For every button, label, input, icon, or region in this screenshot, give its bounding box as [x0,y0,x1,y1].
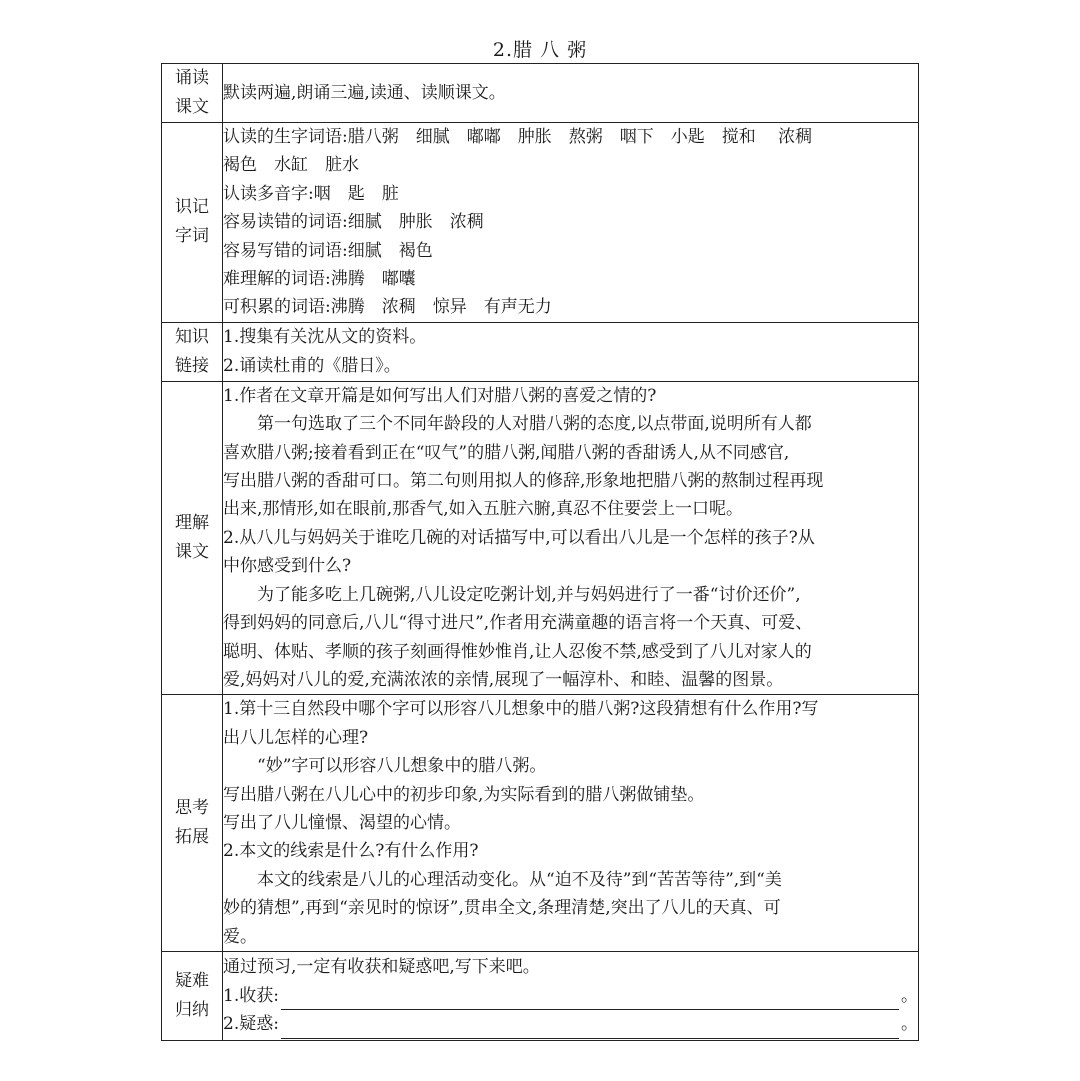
content-line: 第一句选取了三个不同年龄段的人对腊八粥的态度,以点带面,说明所有人都 [223,414,812,435]
content-line: 难理解的词语:沸腾 嘟囔 [223,269,416,290]
row-content-extend [223,695,919,952]
row-content-recite [223,64,919,123]
row-content-doubts [223,951,919,1040]
row-label-doubts: 疑难 归纳 [162,951,223,1040]
content-line: 2.诵读杜甫的《腊日》。 [223,355,401,376]
content-line: 2.从八儿与妈妈关于谁吃几碗的对话描写中,可以看出八儿是一个怎样的孩子?从 [223,527,815,548]
gain-end-mark: 。 [901,985,918,1006]
table-row-understand [162,381,919,694]
doubt-blank-line[interactable] [281,1018,899,1039]
doubt-end-mark: 。 [901,1014,918,1035]
content-line: 中你感受到什么? [223,556,352,577]
table-row-recite [162,64,919,123]
content-line: 写出腊八粥在八儿心中的初步印象,为实际看到的腊八粥做铺垫。 [223,784,705,805]
row-content-words [223,123,919,323]
content-line: 褐色 水缸 脏水 [223,155,359,176]
table-row-knowledge [162,322,919,381]
gain-label: 1.收获: [223,985,279,1006]
row-label-understand: 理解 课文 [162,381,223,694]
content-line: 聪明、体贴、孝顺的孩子刻画得惟妙惟肖,让人忍俊不禁,感受到了八儿对家人的 [223,641,812,662]
content-line: 写出腊八粥的香甜可口。第二句则用拟人的修辞,形象地把腊八粥的熬制过程再现 [223,471,824,492]
doubt-row [223,1010,918,1038]
row-label-recite: 诵读 课文 [162,64,223,123]
content-line: 认读的生字词语:腊八粥 细腻 嘟嘟 肿胀 熬粥 咽下 小匙 搅和 浓稠 [223,127,813,147]
row-content-understand [223,381,919,694]
gain-blank-line[interactable] [281,989,899,1010]
table-row-extend [162,695,919,952]
gain-row [223,982,918,1010]
content-line: 为了能多吃上几碗粥,八儿设定吃粥计划,并与妈妈进行了一番“讨价还价”, [223,584,801,605]
content-line: 1.作者在文章开篇是如何写出人们对腊八粥的喜爱之情的? [223,385,657,406]
content-line: 1.第十三自然段中哪个字可以形容八儿想象中的腊八粥?这段猜想有什么作用?写 [223,699,819,720]
content-line: 妙的猜想”,再到“亲见时的惊讶”,贯串全文,条理清楚,突出了八儿的天真、可 [223,898,781,919]
content-line: 出八儿怎样的心理? [223,727,369,748]
content-line: 容易读错的词语:细腻 肿胀 浓稠 [223,212,484,233]
content-line: 写出了八儿憧憬、渴望的心情。 [223,812,461,833]
table-row-words [162,123,919,323]
content-line: 出来,那情形,如在眼前,那香气,如入五脏六腑,真忍不住要尝上一口呢。 [223,499,744,520]
content-line: 可积累的词语:沸腾 浓稠 惊异 有声无力 [223,297,552,318]
content-line: 喜欢腊八粥;接着看到正在“叹气”的腊八粥,闻腊八粥的香甜诱人,从不同感官, [223,442,790,463]
row-label-extend: 思考 拓展 [162,695,223,952]
content-line: 通过预习,一定有收获和疑惑吧,写下来吧。 [223,957,540,978]
content-line: 1.搜集有关沈从文的资料。 [223,327,427,348]
row-label-knowledge: 知识 链接 [162,322,223,381]
content-line: “妙”字可以形容八儿想象中的腊八粥。 [223,756,547,777]
content-line: 得到妈妈的同意后,八儿“得寸进尺”,作者用充满童趣的语言将一个天真、可爱、 [223,613,813,634]
table-row-doubts [162,951,919,1040]
content-line: 容易写错的词语:细腻 褐色 [223,240,433,261]
preview-table [161,63,919,1041]
row-label-words: 识记 字词 [162,123,223,323]
content-line: 本文的线索是八儿的心理活动变化。从“迫不及待”到“苦苦等待”,到“美 [223,869,782,890]
content-line: 默读两遍,朗诵三遍,读通、读顺课文。 [223,82,506,103]
content-line: 2.本文的线索是什么?有什么作用? [223,841,479,862]
page-title: 2.腊 八 粥 [492,39,588,61]
content-line: 爱。 [223,926,257,947]
doubt-label: 2.疑惑: [223,1014,279,1035]
content-line: 认读多音字:咽 匙 脏 [223,183,399,204]
content-line: 爱,妈妈对八儿的爱,充满浓浓的亲情,展现了一幅淳朴、和睦、温馨的图景。 [223,669,784,690]
row-content-knowledge [223,322,919,381]
